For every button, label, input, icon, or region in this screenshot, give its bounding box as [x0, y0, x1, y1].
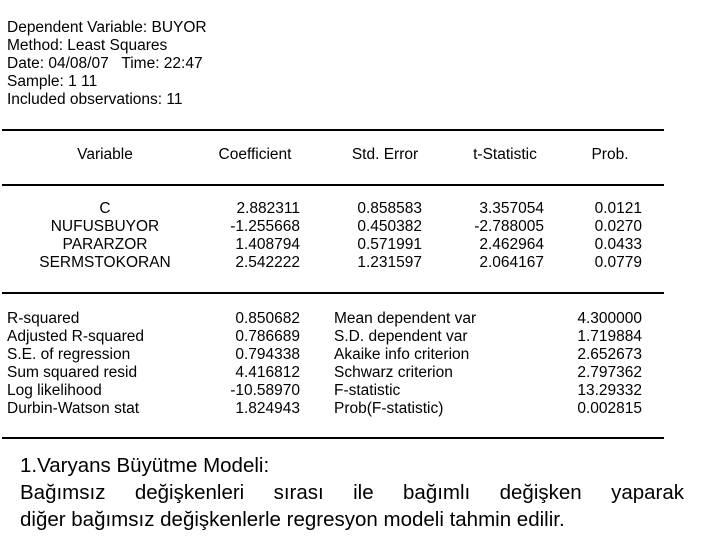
stat-label: Schwarz criterion [334, 364, 453, 381]
caption-title: 1.Varyans Büyütme Modeli: [20, 454, 270, 477]
stats-right-values [540, 310, 642, 418]
variable-column [20, 200, 190, 272]
table-row-coefficient: 1.408794 [235, 236, 300, 253]
stat-value: 4.300000 [577, 310, 642, 327]
stats-left-values [190, 310, 300, 418]
table-row-variable: PARARZOR [62, 236, 148, 253]
table-row-variable: C [99, 200, 111, 217]
stat-label: Akaike info criterion [334, 346, 470, 363]
stat-value: 0.794338 [235, 346, 300, 363]
stat-value: 0.786689 [235, 328, 300, 345]
method-line: Method: Least Squares [7, 37, 168, 54]
stat-label: Mean dependent var [334, 310, 477, 327]
table-row-std-error: 1.231597 [357, 254, 422, 271]
std-error-column [310, 200, 422, 272]
dependent-variable-line: Dependent Variable: BUYOR [7, 19, 207, 36]
column-header-prob: Prob. [591, 146, 629, 163]
column-header-coefficient: Coefficient [218, 146, 292, 163]
stats-left-labels [7, 310, 197, 418]
stat-value: 13.29332 [577, 382, 642, 399]
stat-label: Durbin-Watson stat [7, 400, 140, 417]
coefficient-column [190, 200, 300, 272]
caption-text [20, 452, 684, 533]
observations-line: Included observations: 11 [7, 91, 183, 108]
table-row-prob: 0.0121 [594, 200, 642, 217]
coefficients-bottom-rule [2, 292, 664, 294]
table-row-std-error: 0.450382 [357, 218, 422, 235]
caption-line: Bağımsız değişkenleri sırası ile bağımlı değişken yaparak [20, 481, 684, 504]
prob-column [560, 200, 642, 272]
table-row-t-statistic: -2.788005 [474, 218, 544, 235]
table-bottom-rule [2, 437, 664, 439]
caption-line: diğer bağımsız değişkenlerle regresyon modeli tahmin edilir. [20, 508, 565, 531]
column-header-variable: Variable [77, 146, 133, 163]
table-row-coefficient: -1.255668 [230, 218, 300, 235]
table-row-variable: NUFUSBUYOR [50, 218, 160, 235]
stat-label: F-statistic [334, 382, 401, 399]
date-time-line: Date: 04/08/07 Time: 22:47 [7, 55, 203, 72]
stat-label: S.E. of regression [7, 346, 131, 363]
stat-label: Sum squared resid [7, 364, 138, 381]
table-row-prob: 0.0779 [594, 254, 642, 271]
stat-label: R-squared [7, 310, 80, 327]
stat-value: 1.719884 [577, 328, 642, 345]
table-row-prob: 0.0270 [594, 218, 642, 235]
header-divider-rule [2, 184, 664, 186]
stat-value: -10.58970 [230, 382, 300, 399]
stat-label: S.D. dependent var [334, 328, 468, 345]
table-row-prob: 0.0433 [594, 236, 642, 253]
stat-value: 1.824943 [235, 400, 300, 417]
table-row-t-statistic: 3.357054 [479, 200, 544, 217]
stat-label: Prob(F-statistic) [334, 400, 444, 417]
table-top-rule [2, 129, 664, 131]
stat-value: 0.002815 [577, 400, 642, 417]
t-statistic-column [432, 200, 544, 272]
table-row-std-error: 0.858583 [357, 200, 422, 217]
stat-value: 2.652673 [577, 346, 642, 363]
stat-value: 0.850682 [235, 310, 300, 327]
table-row-coefficient: 2.882311 [236, 200, 300, 217]
stat-value: 4.416812 [235, 364, 300, 381]
table-row-variable: SERMSTOKORAN [39, 254, 171, 271]
stat-value: 2.797362 [577, 364, 642, 381]
stats-right-labels [334, 310, 534, 418]
table-row-t-statistic: 2.462964 [479, 236, 544, 253]
table-row-std-error: 0.571991 [357, 236, 422, 253]
stat-label: Adjusted R-squared [7, 328, 144, 345]
sample-line: Sample: 1 11 [7, 73, 98, 90]
column-header-std-error: Std. Error [351, 146, 419, 163]
regression-header [7, 19, 207, 109]
stat-label: Log likelihood [7, 382, 102, 399]
table-row-t-statistic: 2.064167 [479, 254, 544, 271]
table-row-coefficient: 2.542222 [235, 254, 300, 271]
column-header-t-statistic: t-Statistic [473, 146, 537, 163]
